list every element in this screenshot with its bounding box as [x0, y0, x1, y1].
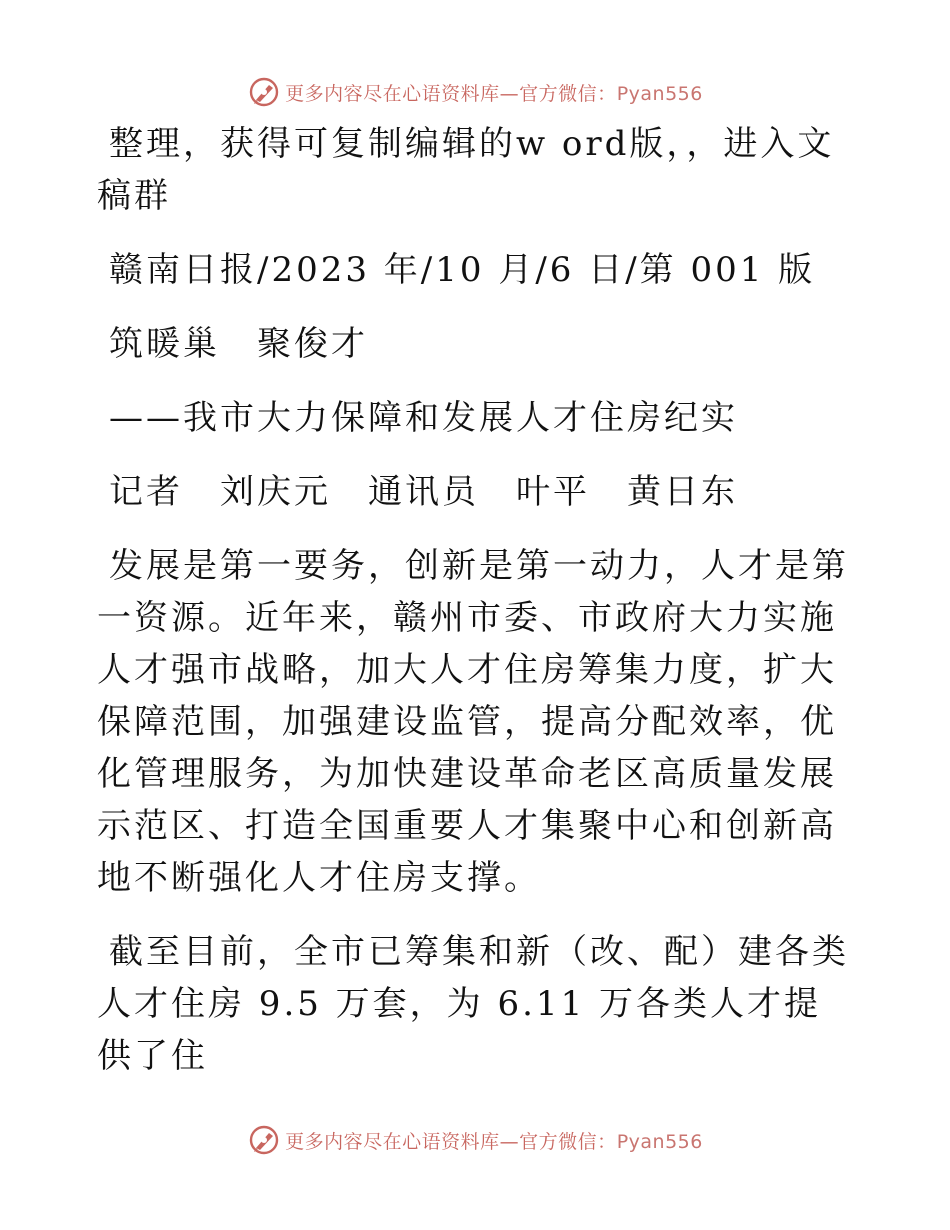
watermark-separator: —: [499, 82, 520, 105]
intro-text: 整理，获得可复制编辑的w ord版，，进入文稿群: [97, 124, 835, 216]
watermark-contact-id: Pyan556: [616, 1130, 703, 1153]
article-title: 筑暖巢 聚俊才: [109, 324, 368, 364]
watermark-text: [285, 1127, 703, 1154]
watermark-brand: 更多内容尽在心语资料库: [285, 1130, 500, 1153]
pen-circle-logo-icon: [247, 1123, 281, 1157]
footer-watermark: [0, 1120, 950, 1160]
watermark-separator: —: [499, 1130, 520, 1153]
watermark-contact-label: 官方微信：: [519, 82, 617, 105]
document-body: [97, 118, 857, 1104]
watermark-contact-label: 官方微信：: [519, 1130, 617, 1153]
watermark-brand: 更多内容尽在心语资料库: [285, 82, 500, 105]
paragraph: 发展是第一要务，创新是第一动力，人才是第一资源。近年来，赣州市委、市政府大力实施人才强市战略，加大人才住房筹集力度，扩大保障范围，加强建设监管，提高分配效率，优化管理服务，为加快建设革命老区高质量发展示范区、打造全国重要人才集聚中心和创新高地不断强化人才住房支撑。: [97, 546, 849, 898]
watermark-contact-id: Pyan556: [616, 82, 703, 105]
paragraph: 截至目前，全市已筹集和新（改、配）建各类人才住房 9.5 万套，为 6.11 万各类人才提供了住: [97, 932, 849, 1076]
article-subtitle: ——我市大力保障和发展人才住房纪实: [109, 398, 738, 438]
watermark-text: [285, 79, 703, 106]
header-watermark: [0, 72, 950, 112]
source-line: 赣南日报/2023 年/10 月/6 日/第 001 版: [109, 250, 816, 290]
pen-circle-logo-icon: [247, 75, 281, 109]
byline: 记者 刘庆元 通讯员 叶平 黄日东: [109, 472, 738, 512]
